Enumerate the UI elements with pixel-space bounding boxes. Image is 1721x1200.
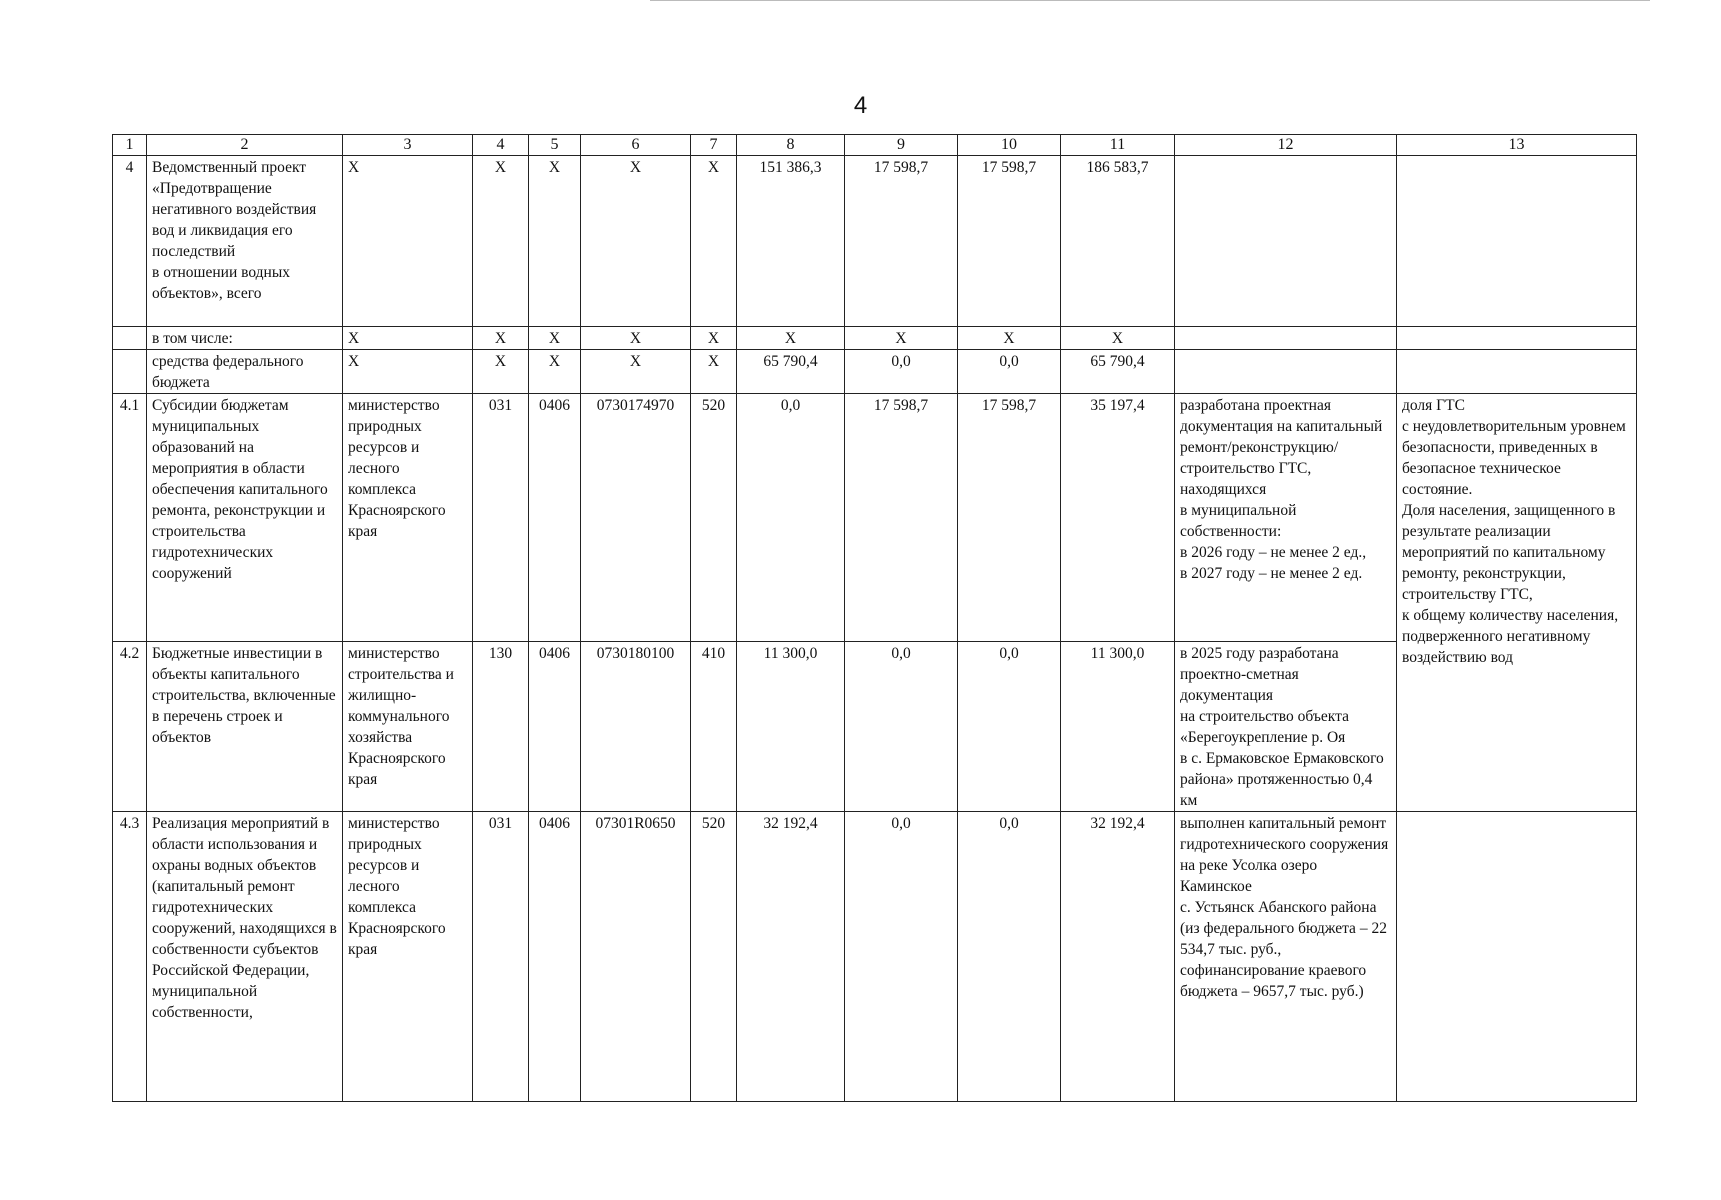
result-cell: в 2025 году разработана проектно-сметная документация на строительство объекта «Берегоукрепление р. Оя в с. Ермаковское Ермаковского района» протяженностью 0,4 км — [1175, 642, 1397, 812]
cell: 0,0 — [958, 642, 1061, 812]
header-cell: 11 — [1061, 135, 1175, 156]
cell: X — [343, 156, 473, 327]
row-name: Субсидии бюджетам муниципальных образований на мероприятия в области обеспечения капитального ремонта, реконструкции и строительства гидротехнических сооружений — [147, 394, 343, 642]
cell: X — [529, 350, 581, 394]
result-cell: выполнен капитальный ремонт гидротехнического сооружения на реке Усолка озеро Каминское с. Устьянск Абанского района (из федерального бюджета – 22 534,7 тыс. руб., софинансирование краевого бюджета – 9657,7 тыс. руб.) — [1175, 812, 1397, 1102]
cell: X — [845, 327, 958, 350]
cell — [1175, 156, 1397, 327]
cell — [1175, 327, 1397, 350]
budget-table — [112, 134, 1637, 1102]
cell: 0,0 — [845, 812, 958, 1102]
cell — [1397, 327, 1637, 350]
cell: 11 300,0 — [1061, 642, 1175, 812]
cell: X — [473, 350, 529, 394]
cell: 65 790,4 — [737, 350, 845, 394]
page-number: 4 — [853, 92, 868, 119]
table-row — [113, 156, 1637, 327]
header-row — [113, 135, 1637, 156]
cell: X — [529, 156, 581, 327]
indicator-cell — [1397, 812, 1637, 1102]
cell: X — [581, 327, 691, 350]
result-cell: разработана проектная документация на капитальный ремонт/реконструкцию/ строительство ГТС, находящихся в муниципальной собственности: в 2026 году – не менее 2 ед., в 2027 году – не менее 2 ед. — [1175, 394, 1397, 642]
row-number: 4.3 — [113, 812, 147, 1102]
cell: 520 — [691, 812, 737, 1102]
header-cell: 9 — [845, 135, 958, 156]
row-number: 4.2 — [113, 642, 147, 812]
header-cell: 3 — [343, 135, 473, 156]
cell — [113, 350, 147, 394]
cell: X — [343, 350, 473, 394]
cell: 17 598,7 — [958, 156, 1061, 327]
header-cell: 13 — [1397, 135, 1637, 156]
cell — [1397, 156, 1637, 327]
top-rule — [650, 0, 1650, 1]
cell: 11 300,0 — [737, 642, 845, 812]
cell — [113, 327, 147, 350]
table-row — [113, 327, 1637, 350]
header-cell: 5 — [529, 135, 581, 156]
cell: X — [691, 327, 737, 350]
cell: министерство природных ресурсов и лесного комплекса Красноярского края — [343, 394, 473, 642]
header-cell: 10 — [958, 135, 1061, 156]
cell: 0730174970 — [581, 394, 691, 642]
table-row — [113, 394, 1637, 642]
cell: 0,0 — [958, 812, 1061, 1102]
cell: X — [529, 327, 581, 350]
header-cell: 4 — [473, 135, 529, 156]
cell: X — [737, 327, 845, 350]
table-row — [113, 350, 1637, 394]
cell: 17 598,7 — [958, 394, 1061, 642]
cell: 0,0 — [845, 350, 958, 394]
cell: 0,0 — [737, 394, 845, 642]
cell: X — [691, 350, 737, 394]
header-cell: 1 — [113, 135, 147, 156]
cell: 0,0 — [958, 350, 1061, 394]
row-name: Ведомственный проект «Предотвращение негативного воздействия вод и ликвидация его последствий в отношении водных объектов», всего — [147, 156, 343, 327]
cell: 17 598,7 — [845, 156, 958, 327]
table-row — [113, 812, 1637, 1102]
header-cell: 12 — [1175, 135, 1397, 156]
cell: 32 192,4 — [1061, 812, 1175, 1102]
row-name: средства федерального бюджета — [147, 350, 343, 394]
cell: 031 — [473, 394, 529, 642]
cell: 151 386,3 — [737, 156, 845, 327]
cell: X — [473, 156, 529, 327]
cell: X — [581, 156, 691, 327]
cell: 65 790,4 — [1061, 350, 1175, 394]
header-cell: 7 — [691, 135, 737, 156]
cell: X — [343, 327, 473, 350]
row-name: Реализация мероприятий в области использования и охраны водных объектов (капитальный ремонт гидротехнических сооружений, находящихся в собственности субъектов Российской Федерации, муниципальной собственности, — [147, 812, 343, 1102]
cell — [1175, 350, 1397, 394]
cell: министерство природных ресурсов и лесного комплекса Красноярского края — [343, 812, 473, 1102]
cell: 35 197,4 — [1061, 394, 1175, 642]
header-cell: 2 — [147, 135, 343, 156]
cell — [1397, 350, 1637, 394]
cell: 0406 — [529, 812, 581, 1102]
row-number: 4.1 — [113, 394, 147, 642]
cell: 0730180100 — [581, 642, 691, 812]
cell: X — [1061, 327, 1175, 350]
cell: 186 583,7 — [1061, 156, 1175, 327]
indicator-cell: доля ГТС с неудовлетворительным уровнем безопасности, приведенных в безопасное техническое состояние. Доля населения, защищенного в результате реализации мероприятий по капитальному ремонту, реконструкции, строительству ГТС, к общему количеству населения, подверженного негативному воздействию вод — [1397, 394, 1637, 812]
cell: 031 — [473, 812, 529, 1102]
cell: X — [958, 327, 1061, 350]
cell: 32 192,4 — [737, 812, 845, 1102]
cell: 0406 — [529, 394, 581, 642]
cell: 0,0 — [845, 642, 958, 812]
row-name: в том числе: — [147, 327, 343, 350]
cell: министерство строительства и жилищно-коммунального хозяйства Красноярского края — [343, 642, 473, 812]
cell: 130 — [473, 642, 529, 812]
cell: 17 598,7 — [845, 394, 958, 642]
cell: X — [691, 156, 737, 327]
cell: 0406 — [529, 642, 581, 812]
cell: X — [581, 350, 691, 394]
header-cell: 6 — [581, 135, 691, 156]
cell: 410 — [691, 642, 737, 812]
cell: 520 — [691, 394, 737, 642]
cell: 07301R0650 — [581, 812, 691, 1102]
cell: X — [473, 327, 529, 350]
header-cell: 8 — [737, 135, 845, 156]
row-name: Бюджетные инвестиции в объекты капитального строительства, включенные в перечень строек и объектов — [147, 642, 343, 812]
row-number: 4 — [113, 156, 147, 327]
